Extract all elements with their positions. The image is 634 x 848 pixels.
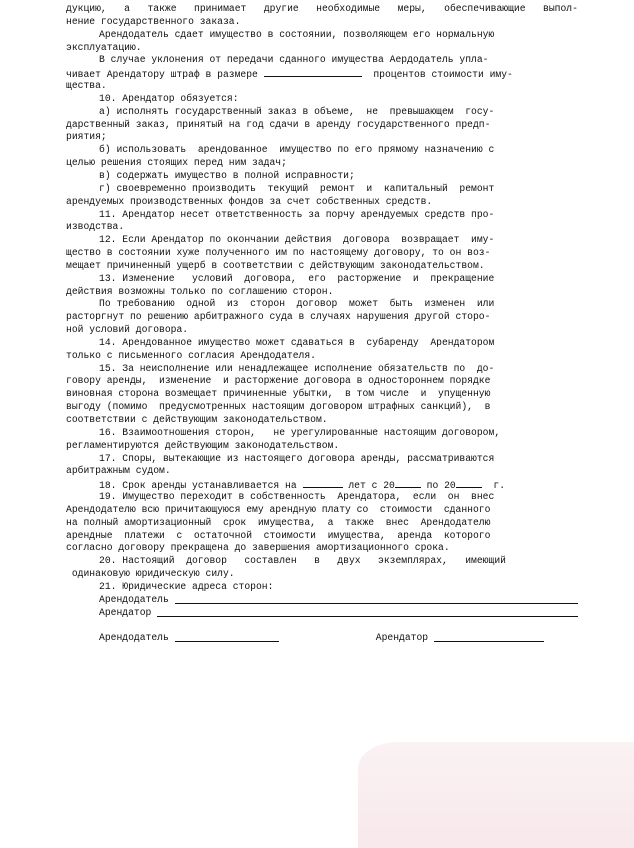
lessee-address-line xyxy=(157,616,578,617)
text-line: г) своевременно производить текущий ремонт и капитальный ремонт xyxy=(99,182,495,194)
text-line xyxy=(66,67,578,80)
text-line: мещает причиненный ущерб в соответствии с действующим законодательством. xyxy=(66,259,485,271)
word: выпол- xyxy=(543,3,578,14)
section-heading: 10. Арендатор обязуется: xyxy=(99,92,239,104)
lessee-address-label: Арендатор xyxy=(99,606,152,618)
lessor-signature-line xyxy=(175,641,279,642)
text-line: По требованию одной из сторон договор может быть изменен или xyxy=(99,298,495,310)
line-text: лет с 20 xyxy=(348,480,395,492)
text-line: 14. Арендованное имущество может сдаваться в субаренду Арендатором xyxy=(99,336,495,348)
line-text: процентов стоимости иму- xyxy=(373,69,513,81)
text-line: а) исполнять государственный заказ в объеме, не превышающем госу- xyxy=(99,105,495,117)
text-line: 19. Имущество переходит в собственность Арендатора, если он внес xyxy=(99,491,495,503)
line-text xyxy=(66,3,578,16)
lessor-address-label: Арендодатель xyxy=(99,593,169,605)
word: необходимые xyxy=(316,3,381,14)
text-line: б) использовать арендованное имущество по его прямому назначению с xyxy=(99,144,495,156)
text-line: говору аренды, изменение и расторжение договора в одностороннем порядке xyxy=(66,375,491,387)
text-line: ной условий договора. xyxy=(66,324,189,336)
year-from-blank xyxy=(395,478,421,488)
lease-agreement-text xyxy=(66,3,578,645)
year-to-blank xyxy=(456,478,482,488)
line-text: по 20 xyxy=(426,480,456,492)
lessee-signature-label: Арендатор xyxy=(375,631,429,643)
text-line: арендуемых производственных фондов за счет собственных средств. xyxy=(66,195,433,207)
lessee-signature-line xyxy=(434,641,544,642)
text-line: 16. Взаимоотношения сторон, не урегулированные настоящим договором, xyxy=(99,426,501,438)
text-line: 12. Если Арендатор по окончании действия договора возвращает иму- xyxy=(99,234,495,246)
text-line: согласно договору прекращена до завершения амортизационного срока. xyxy=(66,542,450,554)
text-line: 20. Настоящий договор составлен в двух экземплярах, имеющий xyxy=(99,555,506,567)
lessor-address-row xyxy=(66,594,578,607)
text-line: арендные платежи с остаточной стоимости имущества, аренда которого xyxy=(66,529,491,541)
word: другие xyxy=(263,3,299,14)
section-heading: 21. Юридические адреса сторон: xyxy=(99,580,274,592)
text-line: выгоду (помимо предусмотренных настоящим договором штрафных санкций), в xyxy=(66,401,491,413)
text-line: соответствии с действующим законодательством. xyxy=(66,414,328,425)
text-line: 17. Споры, вытекающие из настоящего договора аренды, рассматриваются xyxy=(99,452,495,464)
lessor-address-line xyxy=(175,603,578,604)
text-line: В случае уклонения от передачи сданного имущества Аердодатель упла- xyxy=(99,54,489,66)
text-line xyxy=(66,478,578,491)
text-line: на полный амортизационный срок имущества, а также внес Арендодателю xyxy=(66,516,491,528)
word: также xyxy=(147,3,177,14)
text-line: Арендодатель сдает имущество в состоянии, позволяющем его нормальную xyxy=(99,28,495,40)
line-text: г. xyxy=(493,480,506,492)
text-line: в) содержать имущество в полной исправности; xyxy=(99,169,355,181)
text-line: одинаковую юридическую силу. xyxy=(66,568,235,580)
signatures-row xyxy=(66,632,578,645)
lessee-address-row xyxy=(66,607,578,620)
text-line: действия возможны только по соглашению сторон. xyxy=(66,285,334,297)
text-line: регламентируются действующим законодательством. xyxy=(66,439,340,451)
text-line: арбитражным судом. xyxy=(66,465,171,477)
word: обеспечивающие xyxy=(444,3,526,14)
text-line: щество в состоянии хуже полученного им по настоящему договору, то он воз- xyxy=(66,247,491,259)
text-line: изводства. xyxy=(66,221,125,233)
text-line: нение государственного заказа. xyxy=(66,15,241,27)
text-line: целью решения стоящих перед ним задач; xyxy=(66,157,287,169)
word: дукцию, xyxy=(66,3,107,14)
text-line: 15. За неисполнение или ненадлежащее исполнение обязательств по до- xyxy=(99,362,495,374)
word: а xyxy=(124,3,130,14)
line-text: чивает Арендатору штраф в размере xyxy=(66,69,258,81)
lessor-signature-label: Арендодатель xyxy=(99,631,169,643)
text-line xyxy=(66,3,578,16)
text-line: 11. Арендатор несет ответственность за порчу арендуемых средств про- xyxy=(99,208,495,220)
text-line: 13. Изменение условий договора, его расторжение и прекращение xyxy=(99,272,495,284)
text-line: эксплуатацию. xyxy=(66,41,142,53)
line-text: 18. Срок аренды устанавливается на xyxy=(99,480,297,492)
text-line: щества. xyxy=(66,80,107,92)
word: меры, xyxy=(397,3,427,14)
text-line: дарственный заказ, принятый на год сдачи в аренду государственного предп- xyxy=(66,118,491,130)
text-line: виновная сторона возмещает причиненные убытки, в том числе и упущенную xyxy=(66,388,491,400)
word: принимает xyxy=(194,3,247,14)
text-line: расторгнут по решению арбитражного суда в случаях нарушения другой сторо- xyxy=(66,311,491,323)
text-line: риятия; xyxy=(66,131,107,143)
text-line: Арендодателю всю причитающуюся ему арендную плату со стоимости сданного xyxy=(66,503,491,515)
text-line: только с письменного согласия Арендодателя. xyxy=(66,349,316,361)
term-blank xyxy=(303,478,343,488)
page-corner-decoration xyxy=(358,742,634,848)
penalty-blank xyxy=(264,67,362,77)
